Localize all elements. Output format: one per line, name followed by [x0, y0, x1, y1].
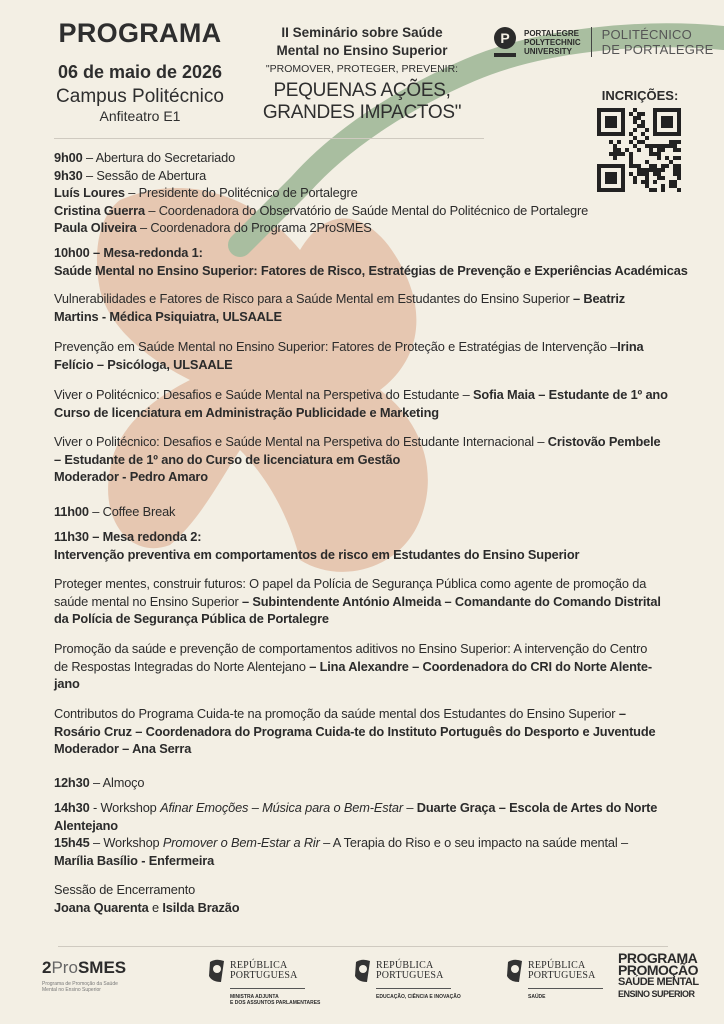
program-bold-text: 15h45 — [54, 835, 90, 851]
program-text: Vulnerabilidades e Fatores de Risco para a Saúde Mental em Estudantes do Ensino Superior — [54, 291, 573, 306]
program-line — [54, 774, 144, 792]
program-text: – Sessão de Abertura — [82, 167, 207, 183]
program-line — [54, 338, 644, 356]
program-bold-text: Paula Oliveira — [54, 220, 137, 236]
program-bold-text: Irina — [617, 339, 644, 354]
program-block — [54, 149, 588, 237]
program-block — [54, 774, 144, 792]
program-line — [54, 262, 688, 280]
program-italic-text: Afinar Emoções – Música para o Bem-Estar — [160, 800, 403, 815]
republica-emblem-icon — [504, 958, 524, 984]
program-bold-text: Moderador – Ana Serra — [54, 741, 192, 757]
program-bold-text: Marília Basílio - Enfermeira — [54, 852, 215, 868]
program-text: de Respostas Integradas do Norte Alentejano — [54, 658, 310, 674]
pp-logo-l2: PROMOÇÃO — [618, 962, 698, 978]
seminar-title-line1: II Seminário sobre Saúde — [281, 25, 443, 40]
prosmes-num: 2 — [42, 958, 52, 977]
program-bold-text: Alentejano — [54, 817, 118, 833]
program-text: Contributos do Programa Cuida-te na promoção da saúde mental dos Estudantes do Ensino Superior — [54, 706, 619, 721]
polytechnic-logo — [492, 26, 714, 58]
program-line — [54, 881, 239, 899]
program-line — [54, 219, 588, 237]
slogan-line2: GRANDES IMPACTOS" — [262, 102, 462, 123]
program-bold-text: 11h30 – Mesa redonda 2: — [54, 529, 202, 544]
program-line — [54, 899, 239, 917]
program-bold-text: Saúde Mental no Ensino Superior: Fatores de Risco, Estratégias de Prevenção e Experiências Académicas — [54, 262, 688, 278]
program-block — [54, 705, 655, 758]
program-line — [54, 593, 661, 611]
program-bold-text: Moderador - Pedro Amaro — [54, 469, 208, 485]
republica-emblem-icon — [206, 958, 226, 984]
program-bold-text: – — [618, 706, 626, 721]
program-bold-text: Duarte Graça – Escola de Artes do Norte — [416, 800, 658, 815]
header-divider — [54, 138, 484, 139]
program-line — [54, 433, 660, 451]
program-line — [54, 528, 579, 546]
program-bold-text: – Beatriz — [572, 291, 625, 306]
program-bold-text: – Lina Alexandre – Coordenadora do CRI do Norte Alente- — [309, 658, 652, 674]
pp-logo-l4: ENSINO SUPERIOR — [618, 989, 695, 999]
program-line — [54, 610, 661, 628]
program-line — [54, 740, 655, 758]
republica-name2: PORTUGUESA — [528, 970, 596, 981]
republica-logo-3 — [504, 958, 596, 1000]
program-title: PROGRAMA — [58, 18, 222, 48]
program-block — [54, 640, 652, 693]
seminar-title-line2: Mental no Ensino Superior — [276, 43, 448, 58]
pp-logo-l3: SAÚDE MENTAL — [618, 976, 699, 988]
ministry-name2: E DOS ASSUNTOS PARLAMENTARES — [230, 1000, 321, 1006]
program-line — [54, 404, 668, 422]
program-text: Viver o Politécnico: Desafios e Saúde Mental na Perspetiva do Estudante Internacional – — [54, 434, 548, 449]
program-text: – Coordenadora do Observatório de Saúde Mental do Politécnico de Portalegre — [144, 202, 589, 218]
program-block — [54, 433, 660, 486]
program-line — [54, 356, 644, 374]
logo-pt-line1: POLITÉCNICO — [601, 27, 692, 42]
program-text: – Coffee Break — [88, 504, 176, 519]
program-line — [54, 705, 655, 723]
republica-logo-2 — [352, 958, 461, 1000]
program-block — [54, 244, 688, 279]
program-line — [54, 817, 657, 835]
footer-logos — [0, 950, 724, 1024]
program-line — [54, 546, 579, 564]
event-venue: Anfiteatro E1 — [99, 108, 181, 124]
program-bold-text: Rosário Cruz – Coordenadora do Programa Cuida-te do Instituto Português do Desporto e Juventude — [54, 723, 656, 739]
program-line — [54, 658, 652, 676]
footer-divider — [58, 946, 668, 947]
program-line — [54, 575, 661, 593]
program-line — [54, 184, 588, 202]
program-italic-text: Promover o Bem-Estar a Rir — [162, 835, 320, 851]
program-bold-text: Curso de licenciatura em Administração Publicidade e Marketing — [54, 404, 439, 420]
program-block — [54, 799, 657, 869]
program-text: Prevenção em Saúde Mental no Ensino Superior: Fatores de Proteção e Estratégias de Intervenção – — [54, 339, 618, 354]
program-line — [54, 468, 660, 486]
program-block — [54, 290, 625, 325]
program-line — [54, 640, 652, 658]
program-text: Promoção da saúde e prevenção de comportamentos aditivos no Ensino Superior: A intervenção do Centro — [54, 641, 648, 656]
program-text: - Workshop — [89, 800, 161, 815]
registration-label: INCRIÇÕES: — [601, 88, 679, 103]
republica-name2: PORTUGUESA — [230, 970, 298, 981]
program-text: e — [148, 899, 163, 915]
republica-emblem-icon — [352, 958, 372, 984]
program-line — [54, 451, 660, 469]
seminar-title — [262, 24, 462, 60]
program-line — [54, 799, 657, 817]
program-line — [54, 675, 652, 693]
program-text: Sessão de Encerramento — [54, 882, 196, 897]
program-bold-text: Intervenção preventiva em comportamentos de risco em Estudantes do Ensino Superior — [54, 546, 580, 562]
program-bold-text: 9h30 — [54, 167, 83, 183]
slogan-line1: PEQUENAS AÇÕES, — [273, 80, 451, 101]
program-block — [54, 528, 579, 563]
program-bold-text: 9h00 — [54, 150, 83, 165]
program-text: – — [403, 800, 417, 815]
program-bold-text: Cristovão Pembele — [547, 434, 661, 449]
program-line — [54, 852, 657, 870]
ministry-name: EDUCAÇÃO, CIÊNCIA E INOVAÇÃO — [376, 994, 461, 1000]
program-bold-text: Cristina Guerra — [54, 202, 145, 218]
program-line — [54, 308, 625, 326]
program-block — [54, 386, 668, 421]
logo-separator — [591, 27, 592, 57]
prosmes-sub1: Programa de Promoção da Saúde — [42, 981, 118, 987]
program-bold-text: jano — [54, 676, 80, 692]
program-line — [54, 723, 655, 741]
program-bold-text: 12h30 — [54, 775, 90, 790]
program-block — [54, 503, 175, 521]
program-text: – Coordenadora do Programa 2ProSMES — [136, 220, 372, 236]
program-text: saúde mental no Ensino Superior — [54, 593, 242, 609]
programa-promocao-logo — [618, 952, 699, 1000]
program-line — [54, 149, 588, 167]
event-date: 06 de maio de 2026 — [57, 62, 223, 82]
logo-en-line3: UNIVERSITY — [524, 46, 573, 56]
program-text: – Abertura do Secretariado — [82, 150, 236, 165]
program-bold-text: Felício – Psicóloga, ULSAALE — [54, 356, 233, 372]
ministry-name: MINISTRA ADJUNTA — [230, 994, 279, 1000]
program-bold-text: 11h00 — [54, 504, 89, 519]
program-line — [54, 167, 588, 185]
program-text: – Almoço — [89, 775, 145, 790]
republica-name2: PORTUGUESA — [376, 970, 444, 981]
program-bold-text: Isilda Brazão — [162, 899, 240, 915]
program-text: Viver o Politécnico: Desafios e Saúde Mental na Perspetiva do Estudante – — [54, 387, 474, 402]
program-bold-text: Luís Loures — [54, 185, 125, 201]
program-text: – Workshop — [89, 835, 163, 851]
program-line — [54, 244, 688, 262]
republica-logo-1 — [206, 958, 321, 1006]
program-line — [54, 834, 657, 852]
prosmes-pro: Pro — [51, 958, 78, 977]
pp-logo-l1: PROGRAMA — [618, 950, 698, 966]
program-text: – Presidente do Politécnico de Portalegre — [124, 185, 358, 201]
event-campus: Campus Politécnico — [56, 86, 224, 107]
prosmes-logo — [42, 958, 126, 993]
logo-en-line2: POLYTECHNIC — [524, 37, 581, 47]
program-line — [54, 503, 175, 521]
program-line — [54, 386, 668, 404]
ministry-name: SAÚDE — [528, 994, 546, 1000]
program-bold-text: Joana Quarenta — [54, 899, 149, 915]
program-line — [54, 290, 625, 308]
program-text: – A Terapia do Riso e o seu impacto na saúde mental – — [319, 835, 628, 851]
program-block — [54, 338, 644, 373]
republica-name1: REPÚBLICA — [376, 960, 434, 971]
program-bold-text: Sofia Maia – Estudante de 1º ano — [473, 387, 668, 402]
program-bold-text: da Polícia de Segurança Pública de Portalegre — [54, 611, 329, 627]
polytechnic-p-icon — [492, 26, 518, 58]
program-bold-text: 14h30 — [54, 800, 90, 815]
registration-qr-code[interactable] — [597, 108, 681, 192]
program-bold-text: – Estudante de 1º ano do Curso de licenciatura em Gestão — [54, 451, 401, 467]
prosmes-sub2: Mental no Ensino Superior — [42, 987, 101, 993]
program-bold-text: Martins - Médica Psiquiatra, ULSAALE — [54, 308, 282, 324]
program-bold-text: 10h00 – Mesa-redonda 1: — [54, 245, 203, 260]
logo-en-line1: PORTALEGRE — [524, 28, 579, 38]
republica-name1: REPÚBLICA — [528, 960, 586, 971]
seminar-slogan — [262, 80, 462, 124]
republica-name1: REPÚBLICA — [230, 960, 288, 971]
seminar-motto: "PROMOVER, PROTEGER, PREVENIR: — [265, 63, 459, 75]
program-block — [54, 881, 239, 916]
program-text: Proteger mentes, construir futuros: O papel da Polícia de Segurança Pública como agente de promoção da — [54, 576, 647, 591]
program-block — [54, 575, 661, 628]
logo-pt-line2: DE PORTALEGRE — [601, 42, 714, 57]
program-bold-text: – Subintendente António Almeida – Comandante do Comando Distrital — [242, 593, 661, 609]
program-line — [54, 202, 588, 220]
svg-text:P: P — [500, 30, 510, 46]
prosmes-smes: SMES — [77, 958, 127, 977]
